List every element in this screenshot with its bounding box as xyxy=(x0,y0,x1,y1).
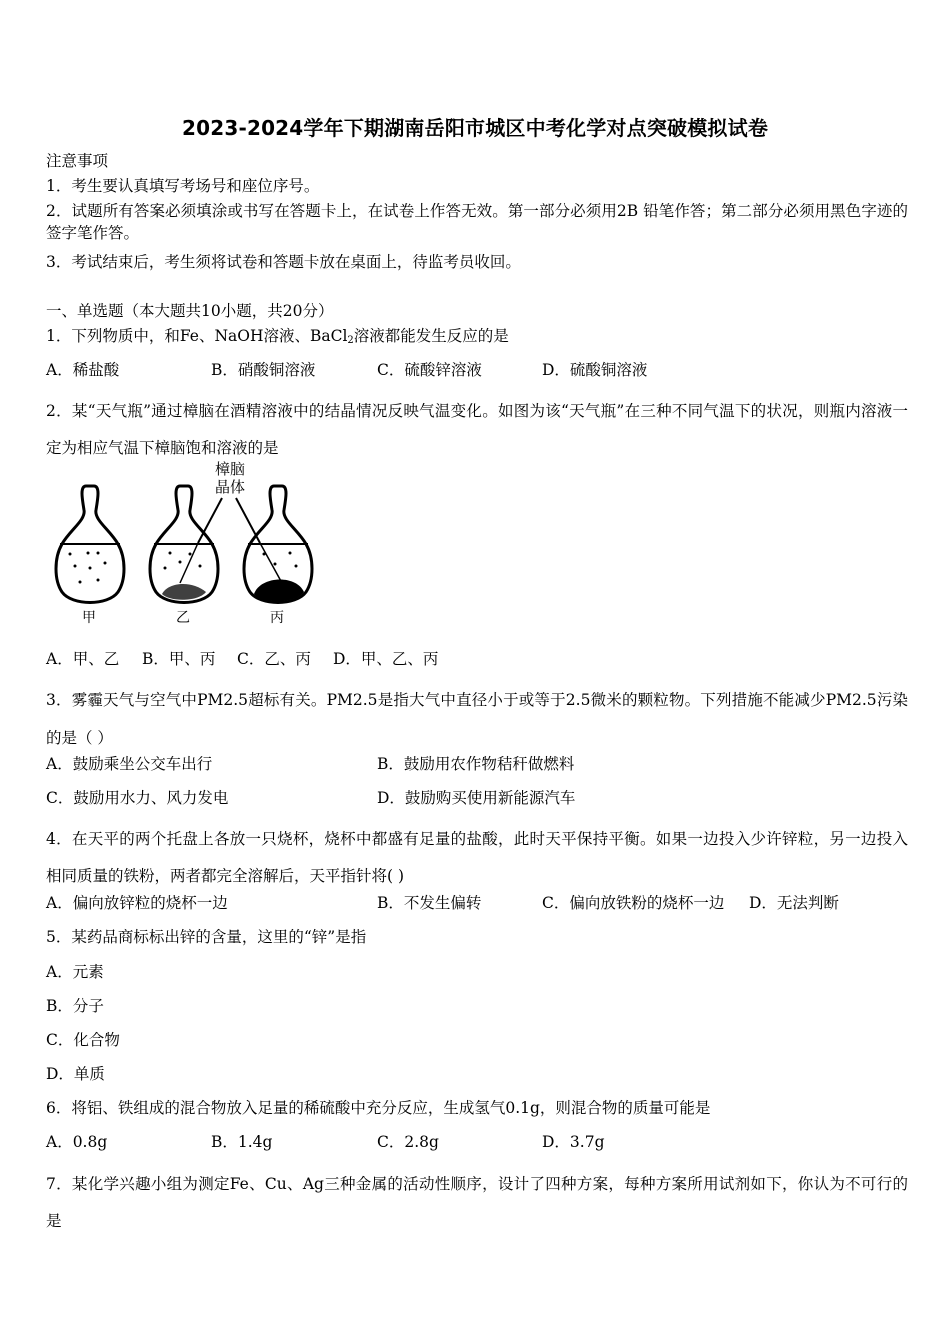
question-4-stem: 4．在天平的两个托盘上各放一只烧杯，烧杯中都盛有足量的盐酸，此时天平保持平衡。如果一边投入少许锌粒，另一边投入相同质量的铁粉，两者都完全溶解后，天平指针将( ) xyxy=(46,830,908,885)
section-heading: 一、单选题（本大题共10小题，共20分） xyxy=(46,302,334,320)
q3-option-d: D．鼓励购买使用新能源汽车 xyxy=(377,789,576,807)
q6-option-b: B．1.4g xyxy=(211,1133,273,1151)
question-3-stem: 3．雾霾天气与空气中PM2.5超标有关。PM2.5是指大气中直径小于或等于2.5微米的颗粒物。下列措施不能减少PM2.5污染的是（ ） xyxy=(46,691,908,747)
notice-heading: 注意事项 xyxy=(46,152,109,170)
q5-option-b: B．分子 xyxy=(46,997,104,1015)
q5-option-d: D．单质 xyxy=(46,1065,105,1083)
q5-option-a: A．元素 xyxy=(46,963,104,981)
figure-label-crystal: 晶体 xyxy=(215,478,246,496)
q4-option-d: D．无法判断 xyxy=(749,894,839,912)
weather-bottle-figure xyxy=(50,458,320,628)
q5-option-c: C．化合物 xyxy=(46,1031,120,1049)
notice-item-3: 3．考试结束后，考生须将试卷和答题卡放在桌面上，待监考员收回。 xyxy=(46,253,521,271)
question-1-subscript: 2 xyxy=(347,335,354,346)
page-title: 2023-2024学年下期湖南岳阳市城区中考化学对点突破模拟试卷 xyxy=(181,116,769,140)
bottle-label-jia: 甲 xyxy=(82,610,96,626)
pointer-line-left xyxy=(198,498,222,543)
bottle-bing xyxy=(244,486,312,603)
q3-option-c: C．鼓励用水力、风力发电 xyxy=(46,789,229,807)
bottle-label-yi: 乙 xyxy=(176,610,190,626)
question-1-stem-b: 溶液都能发生反应的是 xyxy=(353,327,509,345)
q3-option-a: A．鼓励乘坐公交车出行 xyxy=(46,755,213,773)
q4-option-a: A．偏向放锌粒的烧杯一边 xyxy=(46,894,228,912)
bottle-yi xyxy=(150,486,218,603)
pointer-line-right-tip xyxy=(260,543,282,583)
figure-label-camphor: 樟脑 xyxy=(215,460,246,478)
q1-option-c: C．硫酸锌溶液 xyxy=(377,361,482,379)
q2-option-d: D．甲、乙、丙 xyxy=(333,650,439,668)
q3-option-b: B．鼓励用农作物秸秆做燃料 xyxy=(377,755,575,773)
q2-option-c: C．乙、丙 xyxy=(237,650,311,668)
q2-option-b: B．甲、丙 xyxy=(142,650,216,668)
notice-item-1: 1．考生要认真填写考场号和座位序号。 xyxy=(46,177,320,195)
question-1-stem xyxy=(46,325,509,347)
q6-option-c: C．2.8g xyxy=(377,1133,439,1151)
q1-option-d: D．硫酸铜溶液 xyxy=(542,361,648,379)
question-7-stem: 7．某化学兴趣小组为测定Fe、Cu、Ag三种金属的活动性顺序，设计了四种方案，每种方案所用试剂如下，你认为不可行的是 xyxy=(46,1175,908,1230)
pointer-line-left-tip xyxy=(180,543,198,583)
q1-option-b: B．硝酸铜溶液 xyxy=(211,361,316,379)
q6-option-a: A．0.8g xyxy=(46,1133,108,1151)
q4-option-b: B．不发生偏转 xyxy=(377,894,482,912)
notice-item-2: 2．试题所有答案必须填涂或书写在答题卡上，在试卷上作答无效。第一部分必须用2B 铅笔作答；第二部分必须用黑色字迹的签字笔作答。 xyxy=(46,202,908,242)
bottle-jia xyxy=(56,486,124,603)
q2-option-a: A．甲、乙 xyxy=(46,650,120,668)
question-5-stem: 5．某药品商标标出锌的含量，这里的“锌”是指 xyxy=(46,928,367,946)
question-1-stem-a: 1．下列物质中，和Fe、NaOH溶液、BaCl xyxy=(46,327,348,345)
q6-option-d: D．3.7g xyxy=(542,1133,605,1151)
question-6-stem: 6．将铝、铁组成的混合物放入足量的稀硫酸中充分反应，生成氢气0.1g，则混合物的质量可能是 xyxy=(46,1099,711,1117)
bottle-label-bing: 丙 xyxy=(270,610,284,626)
q4-option-c: C．偏向放铁粉的烧杯一边 xyxy=(542,894,725,912)
question-2-stem: 2．某“天气瓶”通过樟脑在酒精溶液中的结晶情况反映气温变化。如图为该“天气瓶”在三种不同气温下的状况，则瓶内溶液一定为相应气温下樟脑饱和溶液的是 xyxy=(46,402,908,457)
q1-option-a: A．稀盐酸 xyxy=(46,361,120,379)
